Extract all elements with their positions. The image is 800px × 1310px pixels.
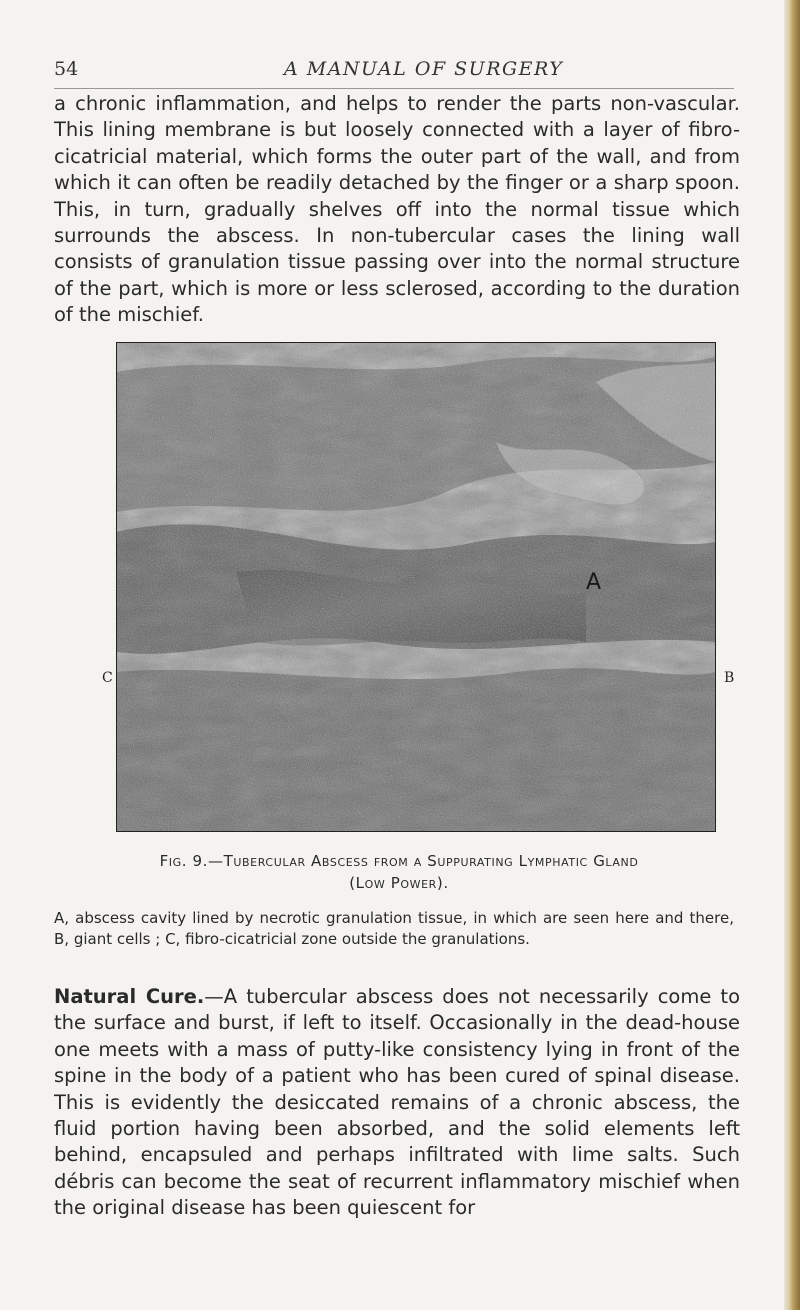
micrograph-figure [102, 342, 735, 832]
caption-description: A, abscess cavity lined by necrotic granulation tissue, in which are seen here and there, B, giant cells ; C, fibro-cicatricial zone outside the granulations. [54, 909, 734, 948]
running-title: A MANUAL OF SURGERY [284, 58, 564, 80]
page-number: 54 [54, 58, 79, 80]
body-paragraph-1: a chronic inflammation, and helps to render the parts non-vascular. This lining membrane is but loosely connected with a layer of fibro-cicatricial material, which forms the outer part of the wall, and from which it can often be readily detached by the finger or a sharp spoon. This, in turn, gradually shelves off into the normal tissue which surrounds the abscess. In non-tubercular cases the lining wall consists of granulation tissue passing over into the normal structure of the part, which is more or less sclerosed, according to the duration of the mischief. [54, 92, 740, 327]
book-binding-edge [784, 0, 800, 1310]
figure-caption-title [54, 850, 744, 894]
figure-label-a: A [586, 570, 602, 595]
header-rule [54, 88, 734, 89]
page-header [54, 58, 734, 88]
section-heading: Natural Cure. [54, 985, 205, 1008]
section-paragraph [54, 984, 740, 1222]
figure-label-c: C [102, 670, 113, 686]
caption-title-line-2: (Low Power). [349, 874, 449, 892]
figure-label-b: B [724, 670, 735, 686]
micrograph-image [116, 342, 716, 832]
caption-title-line-1: Fig. 9.—Tubercular Abscess from a Suppurating Lymphatic Gland [159, 852, 639, 870]
figure-caption-text [54, 908, 734, 950]
section-body: —A tubercular abscess does not necessarily come to the surface and burst, if left to itself. Occasionally in the dead-house one meets with a mass of putty-like consistency lying in front of the spine in the body of a patient who has been cured of spinal disease. This is evidently the desiccated remains of a chronic abscess, the fluid portion having been absorbed, and the solid elements left behind, encapsuled and perhaps infiltrated with lime salts. Such débris can become the seat of recurrent inflammatory mischief when the original disease has been quiescent for [54, 985, 740, 1220]
